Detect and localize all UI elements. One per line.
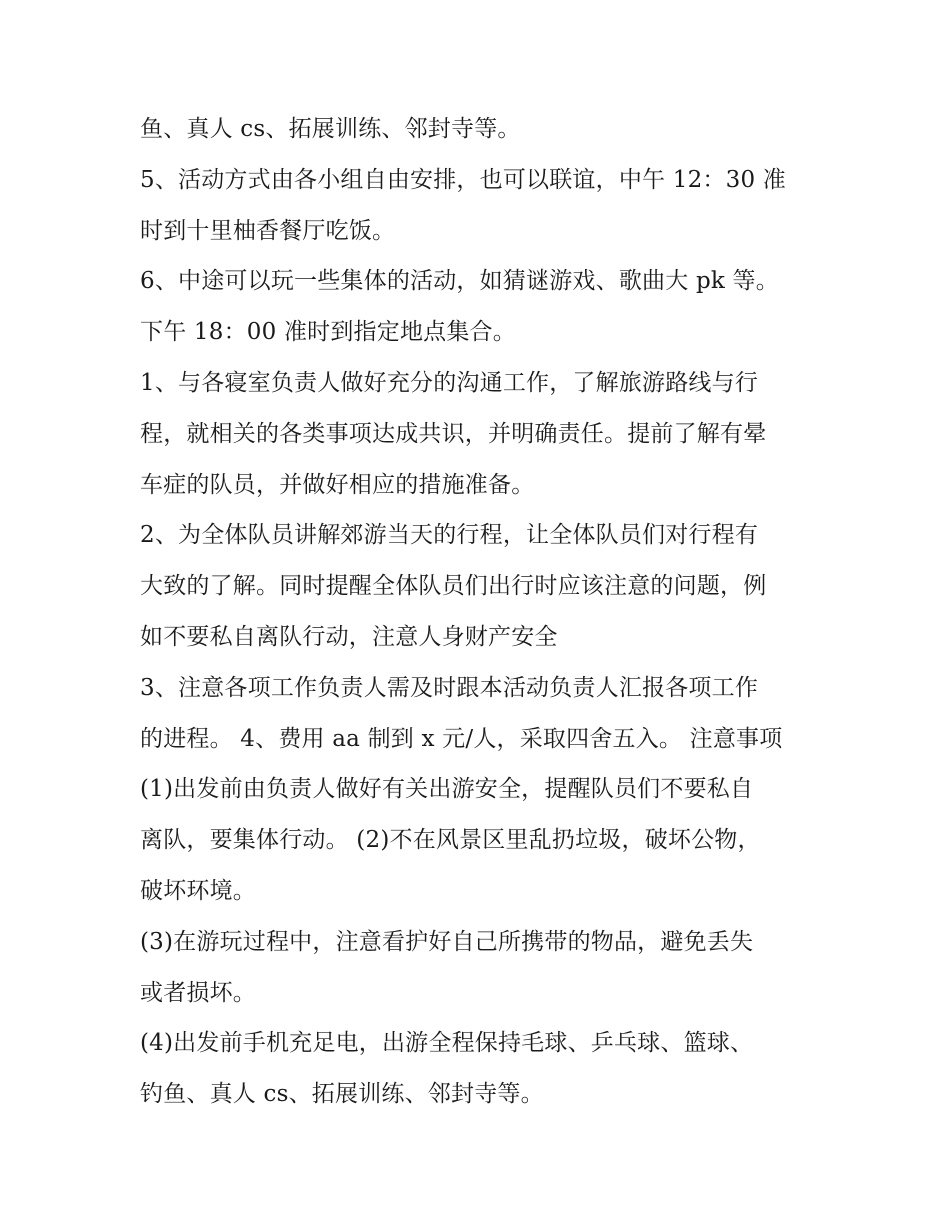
text-line: 2、为全体队员讲解郊游当天的行程，让全体队员们对行程有 [140,522,759,549]
text-line: 离队，要集体行动。 (2)不在风景区里乱扔垃圾，破坏公物， [140,827,761,854]
text-line: (1)出发前由负责人做好有关出游安全，提醒队员们不要私自 [140,776,754,803]
text-line: 5、活动方式由各小组自由安排，也可以联谊，中午 12：30 准 [140,166,786,193]
text-line: 的进程。 4、费用 aa 制到 x 元/人，采取四舍五入。 注意事项 [140,725,783,752]
text-line: (3)在游玩过程中，注意看护好自己所携带的物品，避免丢失 [140,928,754,955]
text-line: (4)出发前手机充足电，出游全程保持毛球、乒乓球、篮球、 [140,1030,754,1057]
text-line: 下午 18：00 准时到指定地点集合。 [140,319,516,346]
text-line: 时到十里柚香餐厅吃饭。 [140,217,396,244]
text-line: 或者损坏。 [140,979,256,1006]
text-line: 如不要私自离队行动，注意人身财产安全 [140,623,558,650]
text-line: 破坏环境。 [140,877,256,904]
text-line: 1、与各寝室负责人做好充分的沟通工作，了解旅游路线与行 [140,369,759,396]
text-line: 钓鱼、真人 cs、拓展训练、邻封寺等。 [140,1081,544,1108]
text-line: 3、注意各项工作负责人需及时跟本活动负责人汇报各项工作 [140,674,759,701]
text-line: 车症的队员，并做好相应的措施准备。 [140,471,535,498]
text-line: 程，就相关的各类事项达成共识，并明确责任。提前了解有晕 [140,420,767,447]
document-body [140,104,830,1120]
text-line: 大致的了解。同时提醒全体队员们出行时应该注意的问题，例 [140,573,767,600]
text-line: 鱼、真人 cs、拓展训练、邻封寺等。 [140,116,521,142]
text-line: 6、中途可以玩一些集体的活动，如猜谜游戏、歌曲大 pk 等。 [140,268,779,295]
